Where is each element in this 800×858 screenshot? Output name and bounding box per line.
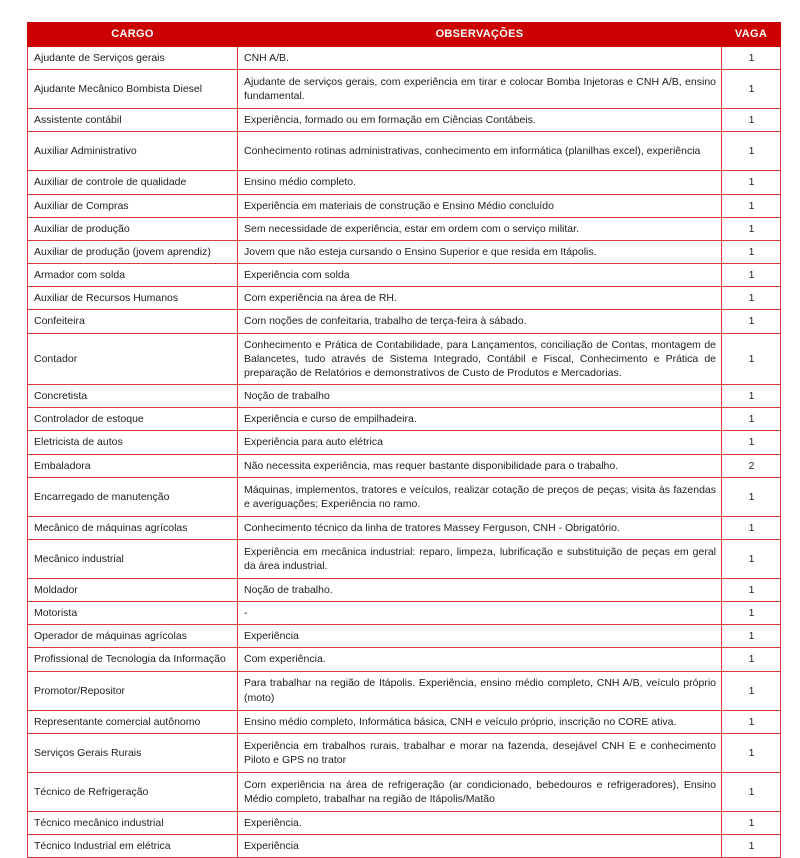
cell-cargo: Auxiliar de Recursos Humanos [28,287,238,310]
cell-cargo: Auxiliar de produção (jovem aprendiz) [28,240,238,263]
cell-observacoes: Experiência em mecânica industrial: reparo, limpeza, lubrificação e substituição de peças em geral da área industrial. [238,539,722,578]
cell-observacoes: Com experiência. [238,648,722,671]
cell-vaga: 1 [722,109,781,132]
cell-cargo: Ajudante Mecânico Bombista Diesel [28,70,238,109]
cell-vaga: 1 [722,477,781,516]
cell-vaga: 1 [722,171,781,194]
table-row [28,333,781,385]
cell-cargo: Representante comercial autônomo [28,710,238,733]
table-row [28,834,781,857]
table-row [28,454,781,477]
cell-cargo: Encarregado de manutenção [28,477,238,516]
cell-observacoes: Experiência [238,834,722,857]
cell-observacoes: Ajudante de serviços gerais, com experiência em tirar e colocar Bomba Injetoras e CNH A/B, ensino fundamental. [238,70,722,109]
cell-observacoes: Conhecimento técnico da linha de tratores Massey Ferguson, CNH - Obrigatório. [238,516,722,539]
cell-vaga: 1 [722,287,781,310]
cell-cargo: Controlador de estoque [28,408,238,431]
cell-vaga: 1 [722,648,781,671]
cell-vaga: 1 [722,539,781,578]
table-header [28,23,781,47]
table-row [28,578,781,601]
cell-observacoes: Experiência [238,625,722,648]
cell-cargo: Auxiliar de Compras [28,194,238,217]
cell-cargo: Concretista [28,385,238,408]
cell-observacoes: Máquinas, implementos, tratores e veículos, realizar cotação de preços de peças; visita às fazendas e averiguações; Experiência no ramo. [238,477,722,516]
cell-observacoes: Experiência. [238,811,722,834]
cell-cargo: Armador com solda [28,264,238,287]
cell-cargo: Assistente contábil [28,109,238,132]
table-row [28,733,781,772]
table-row [28,385,781,408]
table-row [28,109,781,132]
cell-vaga: 1 [722,385,781,408]
table-row [28,431,781,454]
table-row [28,477,781,516]
cell-observacoes: Conhecimento e Prática de Contabilidade, para Lançamentos, conciliação de Contas, montagem de Balancetes, tudo através de Sistema Integrado, Contábil e Fiscal, Conhecimento e Prática de preparação de Relatórios e demonstrativos de Custo de Produtos e Mercadorias. [238,333,722,385]
cell-cargo: Técnico de Refrigeração [28,772,238,811]
table-row [28,811,781,834]
cell-vaga: 1 [722,671,781,710]
table-row [28,287,781,310]
cell-cargo: Confeiteira [28,310,238,333]
cell-observacoes: Experiência com solda [238,264,722,287]
cell-vaga: 1 [722,834,781,857]
cell-observacoes: Conhecimento rotinas administrativas, conhecimento em informática (planilhas excel), experiência [238,132,722,171]
header-row [28,23,781,47]
table-row [28,671,781,710]
cell-cargo: Auxiliar de controle de qualidade [28,171,238,194]
cell-observacoes: Noção de trabalho [238,385,722,408]
cell-cargo: Motorista [28,602,238,625]
cell-observacoes: Jovem que não esteja cursando o Ensino Superior e que resida em Itápolis. [238,240,722,263]
cell-vaga: 1 [722,194,781,217]
cell-observacoes: Com experiência na área de RH. [238,287,722,310]
cell-vaga: 1 [722,578,781,601]
cell-observacoes: Experiência para auto elétrica [238,431,722,454]
table-row [28,264,781,287]
cell-cargo: Serviços Gerais Rurais [28,733,238,772]
cell-observacoes: Com experiência na área de refrigeração (ar condicionado, bebedouros e refrigeradores), Ensino Médio completo, trabalhar na região de Itápolis/Matão [238,772,722,811]
cell-vaga: 1 [722,772,781,811]
table-row [28,710,781,733]
cell-vaga: 1 [722,333,781,385]
cell-cargo: Ajudante de Serviços gerais [28,47,238,70]
table-row [28,772,781,811]
cell-vaga: 1 [722,217,781,240]
table-row [28,240,781,263]
cell-observacoes: - [238,602,722,625]
cell-cargo: Mecânico industrial [28,539,238,578]
cell-cargo: Técnico mecânico industrial [28,811,238,834]
cell-observacoes: Ensino médio completo. [238,171,722,194]
cell-cargo: Operador de máquinas agrícolas [28,625,238,648]
column-header-vaga: VAGA [722,23,781,47]
cell-vaga: 1 [722,811,781,834]
cell-cargo: Mecânico de máquinas agrícolas [28,516,238,539]
cell-cargo: Contador [28,333,238,385]
cell-vaga: 1 [722,132,781,171]
cell-observacoes: Sem necessidade de experiência, estar em ordem com o serviço militar. [238,217,722,240]
table-row [28,194,781,217]
table-row [28,47,781,70]
table-row [28,408,781,431]
cell-cargo: Moldador [28,578,238,601]
cell-vaga: 1 [722,431,781,454]
table-row [28,648,781,671]
cell-vaga: 2 [722,454,781,477]
table-row [28,70,781,109]
cell-cargo: Profissional de Tecnologia da Informação [28,648,238,671]
cell-observacoes: Com noções de confeitaria, trabalho de terça-feira à sábado. [238,310,722,333]
cell-cargo: Técnico Industrial em elétrica [28,834,238,857]
cell-observacoes: Experiência, formado ou em formação em Ciências Contábeis. [238,109,722,132]
column-header-observacoes: OBSERVAÇÕES [238,23,722,47]
job-vacancies-table [27,22,781,858]
table-row [28,539,781,578]
cell-vaga: 1 [722,240,781,263]
cell-observacoes: Ensino médio completo, Informática básica, CNH e veículo próprio, inscrição no CORE ativa. [238,710,722,733]
cell-cargo: Auxiliar de produção [28,217,238,240]
cell-vaga: 1 [722,70,781,109]
cell-observacoes: Noção de trabalho. [238,578,722,601]
table-row [28,602,781,625]
table-body [28,47,781,858]
cell-observacoes: CNH A/B. [238,47,722,70]
cell-observacoes: Experiência em materiais de construção e Ensino Médio concluído [238,194,722,217]
cell-cargo: Promotor/Repositor [28,671,238,710]
column-header-cargo: CARGO [28,23,238,47]
table-row [28,132,781,171]
table-row [28,171,781,194]
table-row [28,310,781,333]
cell-vaga: 1 [722,408,781,431]
table-row [28,625,781,648]
cell-cargo: Auxiliar Administrativo [28,132,238,171]
cell-vaga: 1 [722,602,781,625]
cell-observacoes: Experiência em trabalhos rurais, trabalhar e morar na fazenda, desejável CNH E e conhecimento Piloto e GPS no trator [238,733,722,772]
cell-vaga: 1 [722,625,781,648]
cell-vaga: 1 [722,710,781,733]
cell-vaga: 1 [722,264,781,287]
cell-cargo: Eletricista de autos [28,431,238,454]
table-row [28,217,781,240]
cell-vaga: 1 [722,310,781,333]
cell-cargo: Embaladora [28,454,238,477]
cell-observacoes: Não necessita experiência, mas requer bastante disponibilidade para o trabalho. [238,454,722,477]
table-row [28,516,781,539]
cell-observacoes: Para trabalhar na região de Itápolis. Experiência, ensino médio completo, CNH A/B, veículo próprio (moto) [238,671,722,710]
cell-vaga: 1 [722,516,781,539]
cell-vaga: 1 [722,733,781,772]
cell-vaga: 1 [722,47,781,70]
cell-observacoes: Experiência e curso de empilhadeira. [238,408,722,431]
